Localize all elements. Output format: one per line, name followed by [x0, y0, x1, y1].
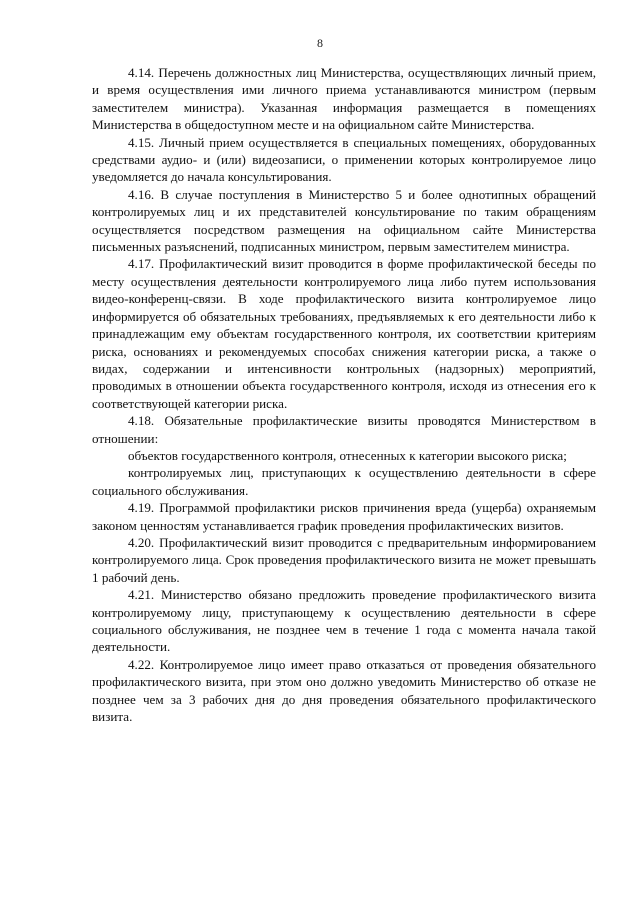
page-number: 8	[317, 36, 323, 50]
paragraph-4-20: 4.20. Профилактический визит проводится с предварительным информированием контролируемого лица. Срок проведения профилактического визита не может превышать 1 рабочий день.	[92, 534, 596, 585]
list-item-high-risk-objects: объектов государственного контроля, отнесенных к категории высокого риска;	[128, 447, 567, 463]
paragraph-4-22: 4.22. Контролируемое лицо имеет право отказаться от проведения обязательного профилактического визита, при этом оно должно уведомить Министерство об отказе не позднее чем за 3 рабочих дня до дня проведения обязательного профилактического визита.	[92, 656, 596, 725]
paragraph-4-17: 4.17. Профилактический визит проводится в форме профилактической беседы по месту осуществления деятельности контролируемого лица либо путем использования видео-конференц-связи. В ходе профилактического визита контролируемое лицо информируется об обязательных требованиях, предъявляемых к его деятельности либо к принадлежащим ему объектам государственного контроля, их соответствии критериям риска, основаниях и рекомендуемых способах снижения категории риска, а также о видах, содержании и интенсивности контрольных (надзорных) мероприятий, проводимых в отношении объекта государственного контроля, исходя из отнесения его к соответствующей категории риска.	[92, 256, 596, 411]
list-item-new-entities: контролируемых лиц, приступающих к осуществлению деятельности в сфере социального обслуживания.	[92, 465, 596, 498]
document-body	[92, 64, 596, 725]
paragraph-4-21: 4.21. Министерство обязано предложить проведение профилактического визита контролируемому лицу, приступающему к осуществлению деятельности в сфере социального обслуживания, не позднее чем в течение 1 года с момента начала такой деятельности.	[92, 587, 596, 655]
paragraph-4-19: 4.19. Программой профилактики рисков причинения вреда (ущерба) охраняемым законом ценностям устанавливается график проведения профилактических визитов.	[92, 500, 596, 533]
paragraph-4-14: 4.14. Перечень должностных лиц Министерства, осуществляющих личный прием, и время осуществления ими личного приема устанавливаются министром (первым заместителем министра). Указанная информация размещается в помещениях Министерства в общедоступном месте и на официальном сайте Министерства.	[92, 65, 596, 133]
paragraph-4-15: 4.15. Личный прием осуществляется в специальных помещениях, оборудованных средствами аудио- и (или) видеозаписи, о применении которых контролируемое лицо уведомляется до начала консультирования.	[92, 134, 596, 185]
paragraph-4-18: 4.18. Обязательные профилактические визиты проводятся Министерством в отношении:	[92, 413, 596, 446]
paragraph-4-16: 4.16. В случае поступления в Министерство 5 и более однотипных обращений контролируемых лиц и их представителей консультирование по таким обращениям осуществляется посредством размещения на официальном сайте Министерства письменных разъяснений, подписанных министром, первым заместителем министра.	[92, 186, 596, 255]
